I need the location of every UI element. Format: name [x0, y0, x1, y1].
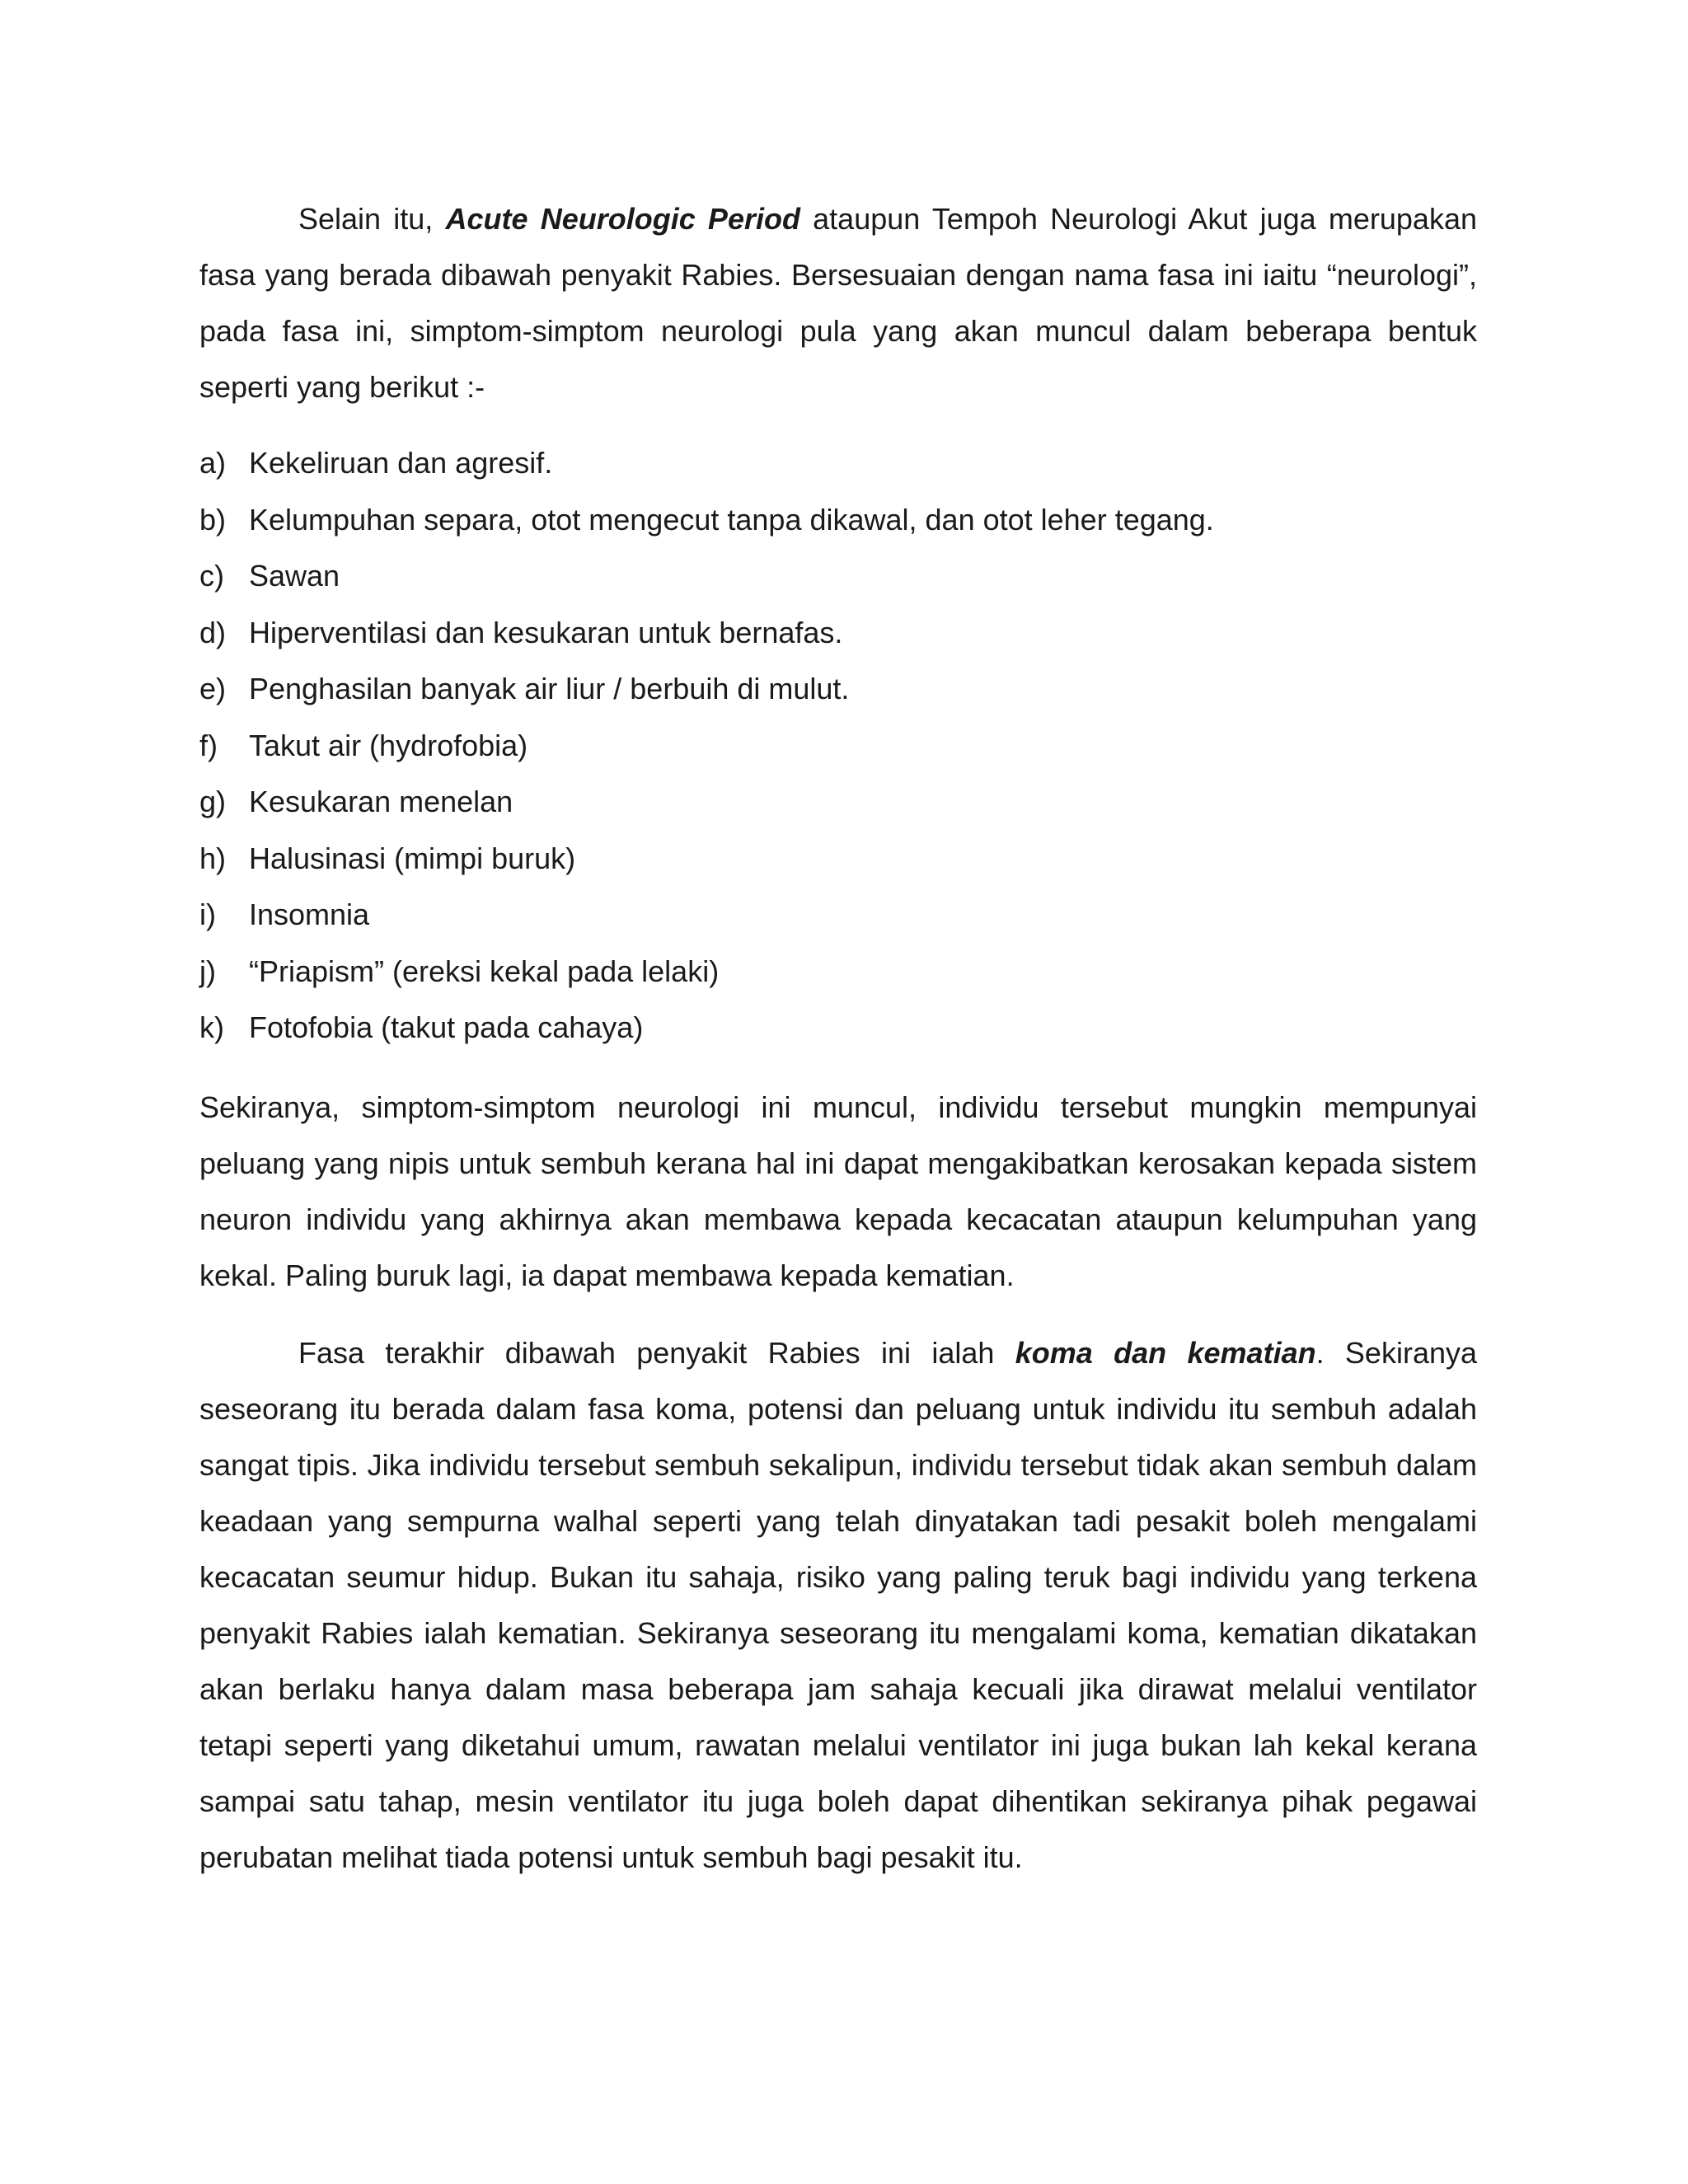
paragraph-acute-neurologic-period: [199, 191, 1477, 415]
list-item-text: Kelumpuhan separa, otot mengecut tanpa dikawal, dan otot leher tegang.: [249, 502, 1214, 537]
list-item: [199, 605, 1477, 662]
list-item-text: Kekeliruan dan agresif.: [249, 446, 553, 480]
symptom-list: [199, 435, 1477, 1057]
list-marker: a): [199, 446, 227, 480]
list-marker: h): [199, 841, 227, 875]
list-marker: c): [199, 559, 224, 593]
list-item: [199, 944, 1477, 1001]
list-marker: j): [199, 954, 216, 988]
list-item: [199, 1000, 1477, 1057]
list-marker: b): [199, 502, 227, 537]
paragraph-1-text: ataupun Tempoh Neurologi Akut juga merupakan fasa yang berada dibawah penyakit Rabies. Bersesuaian dengan nama fasa ini iaitu “neurologi”, pada fasa ini, simptom-simptom neurologi pula yang akan muncul dalam beberapa bentuk seperti yang berikut :-: [199, 202, 1477, 404]
paragraph-neurologic-consequences: Sekiranya, simptom-simptom neurologi ini muncul, individu tersebut mungkin mempunyai peluang yang nipis untuk sembuh kerana hal ini dapat mengakibatkan kerosakan kepada sistem neuron individu yang akhirnya akan membawa kepada kecacatan ataupun kelumpuhan yang kekal. Paling buruk lagi, ia dapat membawa kepada kematian.: [199, 1090, 1477, 1292]
list-item: [199, 661, 1477, 718]
list-item: [199, 548, 1477, 605]
term-coma-and-death: koma dan kematian: [1015, 1335, 1316, 1370]
term-acute-neurologic-period: Acute Neurologic Period: [445, 202, 800, 236]
paragraph-spacer: [199, 1304, 1477, 1325]
list-item-text: Halusinasi (mimpi buruk): [249, 841, 576, 875]
list-item-text: Fotofobia (takut pada cahaya): [249, 1010, 644, 1044]
paragraph-coma-and-death: [199, 1325, 1477, 1886]
list-item-text: Sawan: [249, 559, 340, 593]
paragraph-3-text: . Sekiranya seseorang itu berada dalam fasa koma, potensi dan peluang untuk individu itu sembuh adalah sangat tipis. Jika individu tersebut sembuh sekalipun, individu tersebut tidak akan sembuh dalam keadaan yang sempurna walhal seperti yang telah dinyatakan tadi pesakit boleh mengalami kecacatan seumur hidup. Bukan itu sahaja, risiko yang paling teruk bagi individu yang terkena penyakit Rabies ialah kematian. Sekiranya seseorang itu mengalami koma, kematian dikatakan akan berlaku hanya dalam masa beberapa jam sahaja kecuali jika dirawat melalui ventilator tetapi seperti yang diketahui umum, rawatan melalui ventilator ini juga bukan lah kekal kerana sampai satu tahap, mesin ventilator itu juga boleh dapat dihentikan sekiranya pihak pegawai perubatan melihat tiada potensi untuk sembuh bagi pesakit itu.: [199, 1335, 1478, 1874]
paragraph-3-lead: Fasa terakhir dibawah penyakit Rabies ini ialah: [298, 1335, 1015, 1370]
list-marker: i): [199, 898, 216, 931]
list-item: [199, 492, 1477, 549]
list-item: [199, 435, 1477, 492]
list-item-text: Hiperventilasi dan kesukaran untuk bernafas.: [249, 615, 843, 649]
paragraph-1-lead: Selain itu,: [298, 202, 446, 236]
list-item-text: Penghasilan banyak air liur / berbuih di mulut.: [249, 672, 850, 705]
list-marker: f): [199, 728, 218, 762]
list-item-text: “Priapism” (ereksi kekal pada lelaki): [249, 954, 720, 988]
list-item: [199, 831, 1477, 888]
list-marker: k): [199, 1010, 224, 1044]
list-marker: g): [199, 785, 227, 818]
document-body: [199, 191, 1477, 1886]
list-item-text: Kesukaran menelan: [249, 785, 513, 818]
list-item: [199, 887, 1477, 944]
list-item: [199, 774, 1477, 831]
list-item-text: Takut air (hydrofobia): [249, 728, 528, 762]
list-item: [199, 718, 1477, 775]
list-item-text: Insomnia: [249, 898, 370, 931]
list-marker: d): [199, 615, 227, 649]
list-marker: e): [199, 672, 227, 705]
